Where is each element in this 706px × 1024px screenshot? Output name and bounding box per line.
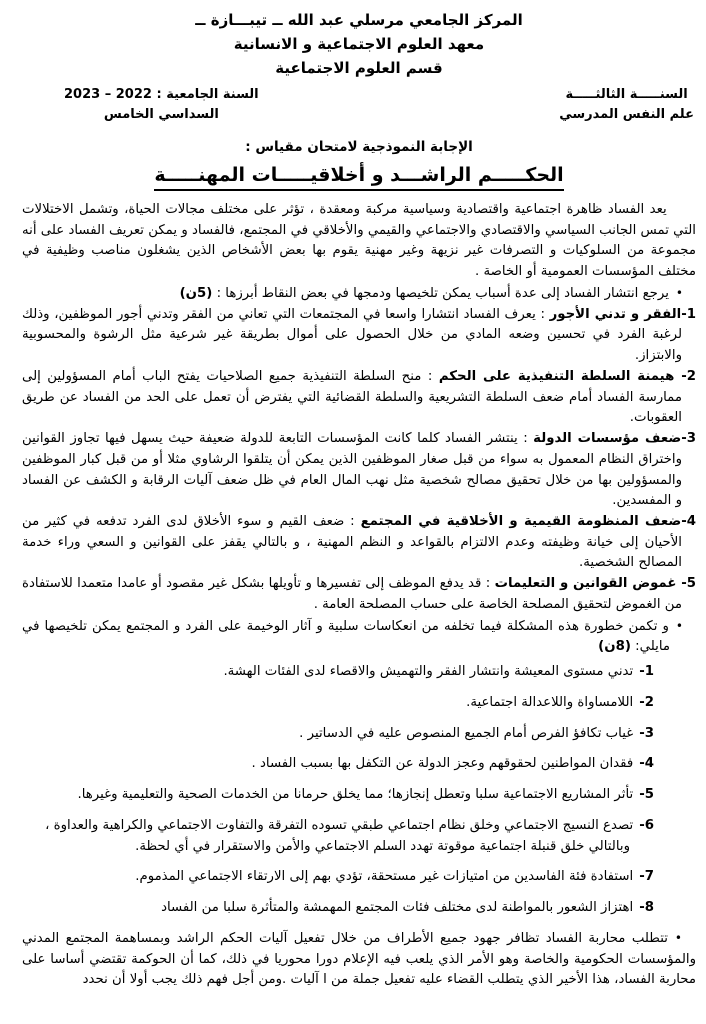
specialty: علم النفس المدرسي: [559, 106, 694, 122]
effect-item: [22, 867, 654, 888]
exam-subtitle: الإجابة النموذجية لامتحان مقياس :: [245, 139, 473, 155]
effect-text: اللامساواة واللاعدالة اجتماعية.: [466, 694, 634, 710]
effect-number: 8-: [639, 900, 654, 916]
cause-item: [22, 429, 696, 512]
bullet-icon: •: [675, 618, 683, 633]
course-title: [22, 164, 696, 186]
causes-lead-bullet: [22, 284, 696, 305]
cause-heading: هيمنة السلطة التنفيذية على الحكم: [438, 368, 682, 384]
effects-list: [22, 662, 654, 919]
effects-lead-text: و تكمن خطورة هذه المشكلة فيما تخلفه من انعكاسات سلبية و آثار الوخيمة على الفرد و المجتمع يمكن تلخيصها في مايلي:: [22, 618, 670, 655]
effect-number: 3-: [639, 725, 654, 741]
academic-year: السنة الجامعية : 2022 – 2023: [64, 87, 259, 102]
effect-item: [22, 898, 654, 919]
effects-lead-bullet: [22, 617, 696, 658]
cause-text: : قد يدفع الموظف إلى تفسيرها و تأويلها بشكل غير مقصود أو عامدا متعمدا للاستفادة من الغموض لتحقيق المصلحة الخاصة على حساب المصلحة العامة .: [22, 576, 682, 612]
effect-item: [22, 662, 654, 683]
course-title-text: الحكـــــم الراشـــد و أخلاقيـــــات المهنـــــة: [154, 164, 563, 191]
effect-text: فقدان المواطنين لحقوقهم وعجز الدولة عن التكفل بها بسبب الفساد .: [251, 756, 634, 772]
cause-text: : ينتشر الفساد كلما كانت المؤسسات التابعة للدولة ضعيفة حيث يسهل فيها تجاوز القوانين واختراق النظام المعمول به سواء من قبل صغار الموظفين الذين يمكن أن يتلقوا الرشاوي مثلا أو من قبل كبار الموظفين والمسؤولين بها من خلال تحقيق مصالح شخصية مثل نهب المال العام في ظل ضعف آليات الرقابة و الكشف عن الفساد و المفسدين.: [22, 431, 682, 509]
effect-number: 1-: [639, 664, 654, 680]
effect-item: [22, 693, 654, 714]
cause-text: : منح السلطة التنفيذية جميع الصلاحيات يفتح الباب أمام المسؤولين إلى ممارسة الفساد أمام ضعف السلطة التشريعية والسلطة القضائية التي يفترض أن تعمل على الحد من الفساد عن طريق العقوبات.: [22, 368, 682, 426]
cause-item: [22, 512, 696, 574]
effect-text: تدني مستوى المعيشة وانتشار الفقر والتهميش والاقصاء لدى الفئات الهشة.: [223, 664, 634, 680]
cause-item: [22, 574, 696, 615]
semester: السداسي الخامس: [103, 106, 219, 122]
intro-paragraph: يعد الفساد ظاهرة اجتماعية واقتصادية وسياسية مركبة ومعقدة ، تؤثر على مختلف مجالات الحياة، وتشمل الاختلالات التي تمس الجانب السياسي والاقتصادي والاجتماعي والقيمي والأخلاقي في المجتمع، فالفساد و يمكن تعريف الفساد على أنه مجموعة من السلوكيات و التصرفات غير نزيهة وغير مهنية يقوم بها بعض الأشخاص الذين يشغلون مناصب وظيفية في مختلف المؤسسات العمومية أو الخاصة .: [22, 202, 696, 280]
department-name: قسم العلوم الاجتماعية: [275, 59, 443, 77]
effect-number: 2-: [639, 694, 654, 710]
academic-year-block: [64, 85, 259, 124]
effect-item: [22, 724, 654, 745]
cause-heading: الفقر و تدني الأجور: [549, 306, 682, 322]
level-block: [559, 85, 694, 124]
causes-score: (5ن): [179, 285, 213, 301]
cause-text: : ضعف القيم و سوء الأخلاق لدى الفرد تدفعه في كثير من الأحيان إلى خيانة وظيفته وعدم الالتزام بالقواعد و النظم المهنية ، و بالتالي يقفز على القوانين و السعي وراء خدمة المصالح الشخصية.: [22, 514, 682, 571]
conclusion-paragraph: [22, 929, 696, 991]
effect-number: 7-: [639, 869, 654, 885]
causes-lead-text: يرجع انتشار الفساد إلى عدة أسباب يمكن تلخيصها ودمجها في بعض النقاط أبرزها :: [212, 285, 669, 301]
cause-item: [22, 305, 696, 367]
cause-text: : يعرف الفساد انتشارا واسعا في المجتمعات التي تعاني من الفقر وتدني أجور الموظفين، وذلك لرغبة الفرد في تحسين وضعه المادي من خلال الحصول على أموال بطريقة غير شرعية مثل الرشوة والمحسوبية والابتزاز.: [22, 306, 682, 364]
effect-text: اهتزاز الشعور بالمواطنة لدى مختلف فئات المجتمع المهمشة والمتأثرة سلبا من الفساد: [161, 900, 634, 916]
effect-number: 4-: [639, 756, 654, 772]
effect-text: تصدع النسيج الاجتماعي وخلق نظام اجتماعي طبقي تسوده التفرقة والتفاوت الاجتماعي والكراهية والعداوة ، وبالتالي خلق قنبلة اجتماعية موقوتة تهدد السلم الاجتماعي والأمن والاستقرار في أي لحظة.: [45, 817, 634, 854]
header-meta-row: [22, 85, 696, 124]
cause-number: 1-: [681, 306, 696, 322]
effect-text: استفادة فئة الفاسدين من امتيازات غير مستحقة، تؤدي بهم إلى الارتقاء الاجتماعي المذموم.: [135, 869, 634, 885]
effect-number: 5-: [639, 787, 654, 803]
cause-number: 4-: [681, 514, 696, 530]
answer-body: [22, 200, 696, 991]
bullet-icon: •: [674, 930, 682, 945]
conclusion-text: تتطلب محاربة الفساد تظافر جهود جميع الأطراف من خلال تفعيل آليات الحكم الراشد وبمساهمة المجتمع المدني والمؤسسات الحكومية والخاصة وهو الأمر الذي يلعب فيه الإعلام دورا محوريا في ذلك، كما أن الحوكمة تقتضي أساسا على محاربة الفساد، هذا الأخير الذي يتطلب القضاء عليه تفعيل جملة من ا آليات .ومن أجل فهم ذلك يجب أولا أن نحدد: [22, 930, 696, 988]
effect-item: [22, 754, 654, 775]
cause-heading: غموض القوانين و التعليمات: [494, 576, 682, 592]
cause-heading: ضعف مؤسسات الدولة: [533, 431, 682, 447]
institute-name: معهد العلوم الاجتماعية و الانسانية: [233, 35, 485, 53]
effect-text: غياب تكافؤ الفرص أمام الجميع المنصوص عليه في الدساتير .: [299, 725, 634, 741]
cause-number: 2-: [681, 368, 697, 384]
year-level: السنـــــة الثالثـــــة: [565, 87, 688, 102]
effect-number: 6-: [639, 817, 654, 833]
effect-item: [22, 785, 654, 806]
effect-text: تأثر المشاريع الاجتماعية سلبا وتعطل إنجازها؛ مما يخلق حرمانا من الخدمات الصحية والتعليمية وغيرها.: [77, 787, 634, 803]
cause-number: 3-: [681, 431, 696, 447]
cause-item: [22, 367, 696, 429]
university-name: المركز الجامعي مرسلي عبد الله ــ تيبـــازة ــ: [195, 11, 523, 29]
cause-heading: ضعف المنظومة القيمية و الأخلاقية في المجتمع: [360, 514, 682, 530]
effect-item: [22, 816, 654, 857]
effects-score: (8ن): [598, 639, 631, 655]
bullet-icon: •: [675, 285, 683, 300]
institution-header: [22, 8, 696, 80]
cause-number: 5-: [681, 576, 696, 592]
